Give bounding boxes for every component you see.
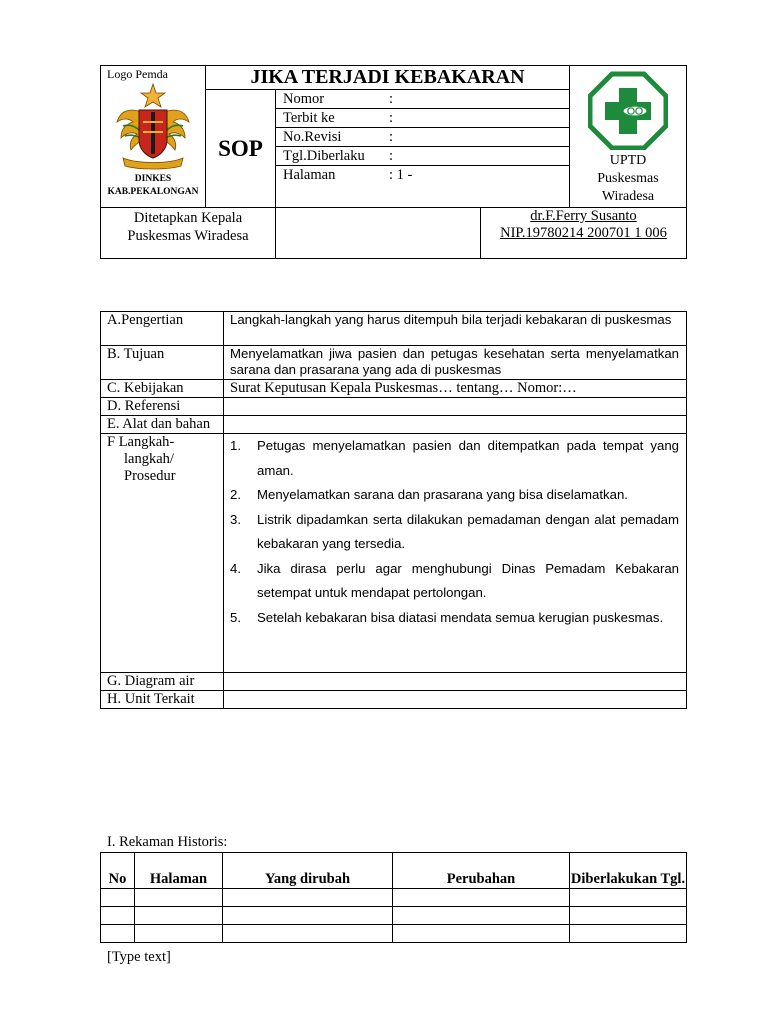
footer-placeholder[interactable]: [Type text]	[107, 949, 171, 965]
history-table	[100, 852, 687, 943]
col-perubahan: Perubahan	[393, 853, 570, 889]
signatory-name: dr.F.Ferry Susanto	[530, 208, 637, 224]
signatory-cell	[481, 208, 687, 259]
procedure-step: 4. Jika dirasa perlu agar menghubungi Dinas Pemadam Kebakaran setempat untuk mendapat pertolongan.	[230, 560, 679, 600]
signature-table	[100, 207, 687, 259]
agency-name: DINKES KAB.PEKALONGAN	[107, 174, 199, 197]
meta-row-revisi: No.Revisi :	[276, 128, 569, 147]
sop-header-table	[100, 65, 687, 208]
logo-caption: Logo Pemda	[107, 67, 168, 81]
meta-row-halaman: Halaman : 1 -	[283, 167, 413, 183]
history-row	[101, 889, 687, 907]
history-row	[101, 925, 687, 943]
pemda-crest-icon	[113, 78, 193, 172]
col-yang-dirubah: Yang dirubah	[223, 853, 393, 889]
history-row	[101, 907, 687, 925]
signatory-nip: NIP.19780214 200701 1 006	[500, 225, 667, 241]
col-halaman: Halaman	[135, 853, 223, 889]
row-pengertian: A.Pengertian Langkah-langkah yang harus ditempuh bila terjadi kebakaran di puskesmas	[101, 312, 687, 346]
meta-row-tgl: Tgl.Diberlaku :	[276, 147, 569, 166]
row-diagram: G. Diagram air	[101, 673, 687, 691]
puskesmas-logo-cell	[570, 66, 687, 208]
procedure-step: 2. Menyelamatkan sarana dan prasarana yang bisa diselamatkan.	[230, 487, 628, 502]
row-unit: H. Unit Terkait	[101, 691, 687, 709]
signature-blank-cell	[276, 208, 481, 259]
col-diberlakukan: Diberlakukan Tgl.	[570, 853, 687, 889]
doc-meta-table	[276, 90, 569, 184]
row-kebijakan: C. Kebijakan Surat Keputusan Kepala Puskesmas… tentang… Nomor:…	[101, 380, 687, 398]
row-alat: E. Alat dan bahan	[101, 416, 687, 434]
doc-meta-cell	[276, 90, 570, 208]
sop-title: JIKA TERJADI KEBAKARAN	[206, 66, 570, 90]
meta-row-terbit: Terbit ke :	[276, 109, 569, 128]
langkah-steps-cell	[224, 434, 687, 673]
doc-type-label: SOP	[206, 90, 276, 208]
puskesmas-caption: UPTD Puskesmas Wiradesa	[597, 153, 659, 204]
row-tujuan: B. Tujuan Menyelamatkan jiwa pasien dan petugas kesehatan serta menyelamatkan sarana dan prasarana yang ada di puskesmas	[101, 346, 687, 380]
langkah-label: F Langkah- langkah/ Prosedur	[101, 434, 224, 673]
col-no: No	[101, 853, 135, 889]
history-title: I. Rekaman Historis:	[107, 834, 228, 850]
procedure-step: 3. Listrik dipadamkan serta dilakukan pemadaman dengan alat pemadam kebakaran yang tersedia.	[230, 511, 679, 551]
procedure-steps	[230, 434, 679, 630]
meta-row-nomor: Nomor :	[276, 90, 569, 109]
row-langkah	[101, 434, 687, 673]
pemda-logo-cell	[101, 66, 206, 208]
set-by-cell: Ditetapkan Kepala Puskesmas Wiradesa	[101, 208, 276, 259]
procedure-step: 5. Setelah kebakaran bisa diatasi mendata semua kerugian puskesmas.	[230, 609, 664, 625]
row-referensi: D. Referensi	[101, 398, 687, 416]
puskesmas-logo-icon	[588, 70, 668, 150]
procedure-step: 1. Petugas menyelamatkan pasien dan ditempatkan pada tempat yang aman.	[230, 438, 679, 478]
history-header-row	[101, 853, 687, 889]
sop-content-table	[100, 311, 687, 709]
